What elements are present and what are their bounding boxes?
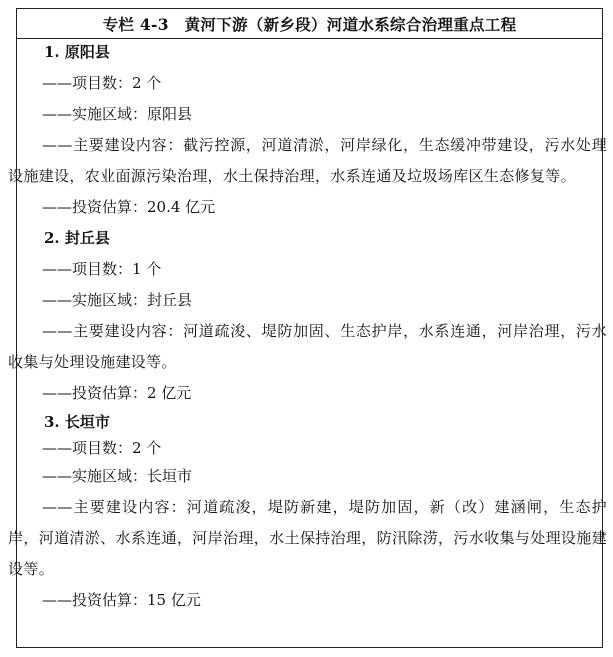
box-content <box>8 37 607 616</box>
project-count: ——项目数：2 个 <box>42 439 162 457</box>
construction-content: ——主要建设内容：河道疏浚，堤防新建，堤防加固，新（改）建涵闸，生态护岸，河道清淤、水系连通，河岸治理，水土保持治理，防汛除涝，污水收集与处理设施建设等。 <box>8 498 607 578</box>
box-title: 专栏 4-3 黄河下游（新乡段）河道水系综合治理重点工程 <box>17 9 602 39</box>
project-count: ——项目数：2 个 <box>42 74 162 92</box>
implementation-area: ——实施区域：封丘县 <box>42 291 193 309</box>
section-heading: 1. 原阳县 <box>44 43 110 61</box>
investment-estimate: ——投资估算：2 亿元 <box>42 384 192 402</box>
investment-estimate: ——投资估算：20.4 亿元 <box>42 198 216 216</box>
implementation-area: ——实施区域：原阳县 <box>42 105 193 123</box>
section-heading: 2. 封丘县 <box>44 229 110 247</box>
project-count: ——项目数：1 个 <box>42 260 162 278</box>
construction-content: ——主要建设内容：河道疏浚、堤防加固、生态护岸，水系连通，河岸治理，污水收集与处理设施建设等。 <box>8 322 607 371</box>
investment-estimate: ——投资估算：15 亿元 <box>42 591 201 609</box>
section-heading: 3. 长垣市 <box>44 413 110 431</box>
implementation-area: ——实施区域：长垣市 <box>42 467 193 485</box>
construction-content: ——主要建设内容：截污控源，河道清淤，河岸绿化，生态缓冲带建设，污水处理设施建设，农业面源污染治理，水土保持治理，水系连通及垃圾场库区生态修复等。 <box>8 136 607 185</box>
